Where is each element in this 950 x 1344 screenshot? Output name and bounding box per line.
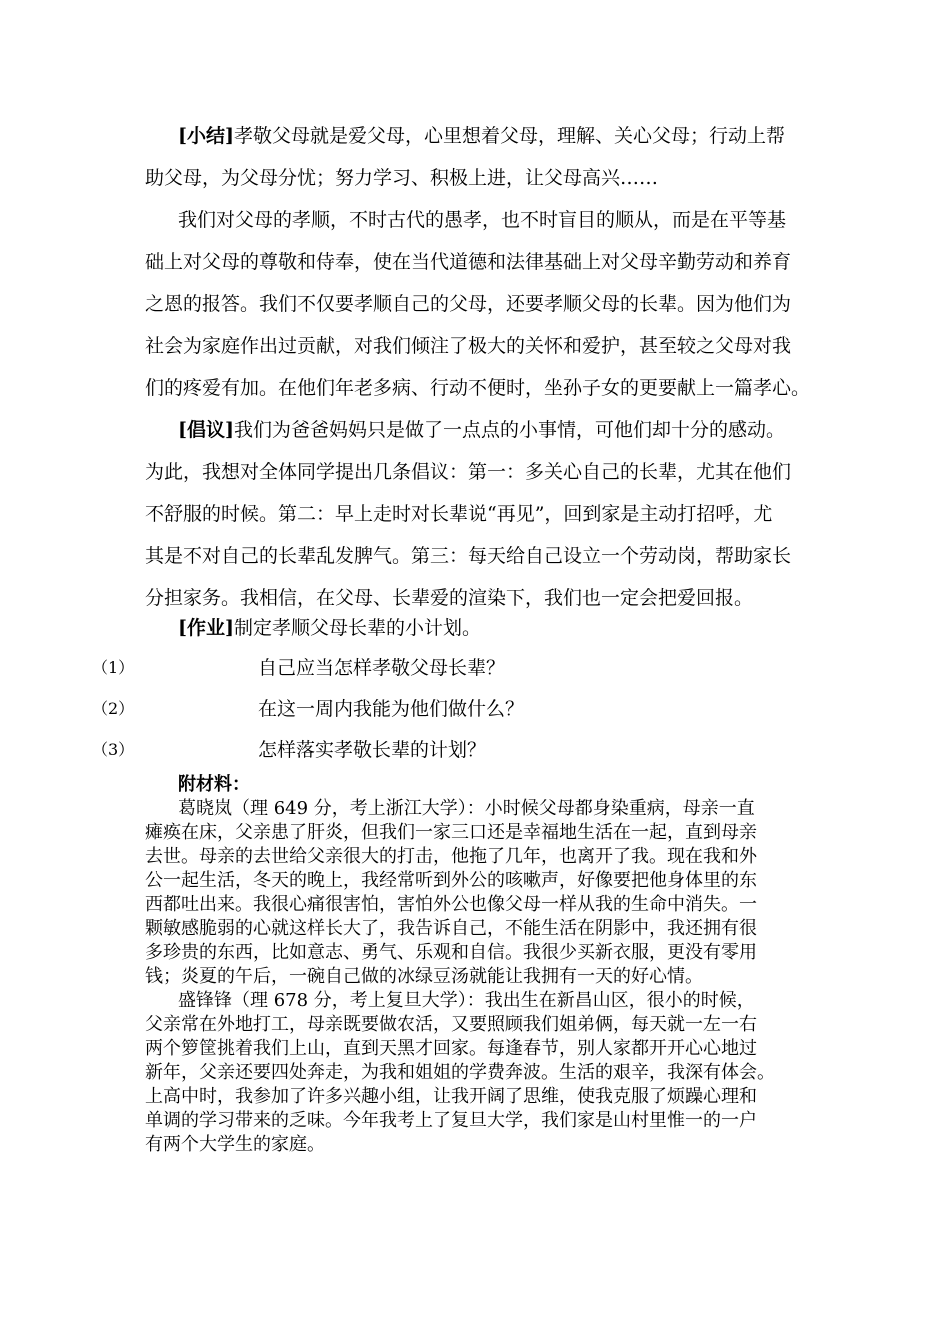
story2-line: 父亲常在外地打工，母亲既要做农活，又要照顾我们姐弟俩，每天就一左一右	[145, 1014, 757, 1035]
homework-item-number: （2）	[92, 699, 135, 718]
homework-line: [作业]制定孝顺父母长辈的小计划。	[178, 617, 481, 639]
paragraph-line-2: 础上对父母的尊敬和侍奉，使在当代道德和法律基础上对父母辛勤劳动和养育	[145, 251, 792, 273]
homework-tag: [作业]	[178, 617, 234, 639]
story2-line: 上高中时，我参加了许多兴趣小组，让我开阔了思维，使我克服了烦躁心理和	[145, 1086, 757, 1107]
summary-line-2: 助父母，为父母分忧；努力学习、积极上进，让父母高兴……	[145, 167, 659, 189]
story1-line: 西都吐出来。我很心痛很害怕，害怕外公也像父母一样从我的生命中消失。一	[145, 894, 757, 915]
homework-item-text: 在这一周内我能为他们做什么？	[258, 698, 525, 720]
story2-line: 单调的学习带来的乏味。今年我考上了复旦大学，我们家是山村里惟一的一户	[145, 1110, 757, 1131]
proposal-line-4: 其是不对自己的长辈乱发脾气。第三：每天给自己设立一个劳动岗，帮助家长	[145, 545, 792, 567]
paragraph-line-4: 社会为家庭作出过贡献，对我们倾注了极大的关怀和爱护，甚至较之父母对我	[145, 335, 792, 357]
story2-line: 盛锋锋（理 678 分，考上复旦大学）：我出生在新昌山区，很小的时候，	[178, 990, 755, 1011]
story2-line: 两个箩筐挑着我们上山，直到天黑才回家。每逢春节，别人家都开开心心地过	[145, 1038, 757, 1059]
story1-line: 公一起生活，冬天的晚上，我经常听到外公的咳嗽声，好像要把他身体里的东	[145, 870, 757, 891]
proposal-line-5: 分担家务。我相信，在父母、长辈爱的渲染下，我们也一定会把爱回报。	[145, 587, 754, 609]
proposal-line-3: 不舒服的时候。第二：早上走时对长辈说“再见”，回到家是主动打招呼，尤	[145, 503, 773, 525]
paragraph-line-1: 我们对父母的孝顺，不时古代的愚孝，也不时盲目的顺从，而是在平等基	[178, 209, 787, 231]
story1-line: 瘫痪在床，父亲患了肝炎，但我们一家三口还是幸福地生活在一起，直到母亲	[145, 822, 757, 843]
story1-line: 去世。母亲的去世给父亲很大的打击，他拖了几年，也离开了我。现在我和外	[145, 846, 757, 867]
proposal-line-2: 为此，我想对全体同学提出几条倡议：第一：多关心自己的长辈，尤其在他们	[145, 461, 792, 483]
summary-line-1: [小结]孝敬父母就是爱父母，心里想着父母，理解、关心父母；行动上帮	[178, 125, 785, 147]
paragraph-line-5: 们的疼爱有加。在他们年老多病、行动不便时，坐孙子女的更要献上一篇孝心。	[145, 377, 811, 399]
homework-item-text: 自己应当怎样孝敬父母长辈？	[258, 657, 506, 679]
homework-item-number: （3）	[92, 740, 135, 759]
homework-item-number: （1）	[92, 658, 135, 677]
homework-item-text: 怎样落实孝敬长辈的计划？	[258, 739, 487, 761]
story2-line: 新年，父亲还要四处奔走，为我和姐姐的学费奔波。生活的艰辛，我深有体会。	[145, 1062, 775, 1083]
story1-line: 颗敏感脆弱的心就这样长大了，我告诉自己，不能生活在阴影中，我还拥有很	[145, 918, 757, 939]
story2-line: 有两个大学生的家庭。	[145, 1134, 325, 1155]
story1-line: 多珍贵的东西，比如意志、勇气、乐观和自信。我很少买新衣服，更没有零用	[145, 942, 757, 963]
summary-tag: [小结]	[178, 125, 234, 147]
story1-line: 钱；炎夏的午后，一碗自己做的冰绿豆汤就能让我拥有一天的好心情。	[145, 966, 703, 987]
appendix-title: 附材料：	[178, 774, 250, 795]
proposal-line-1: [倡议]我们为爸爸妈妈只是做了一点点的小事情，可他们却十分的感动。	[178, 419, 785, 441]
proposal-tag: [倡议]	[178, 419, 234, 441]
paragraph-line-3: 之恩的报答。我们不仅要孝顺自己的父母，还要孝顺父母的长辈。因为他们为	[145, 293, 792, 315]
story1-line: 葛晓岚（理 649 分，考上浙江大学）：小时候父母都身染重病，母亲一直	[178, 798, 755, 819]
